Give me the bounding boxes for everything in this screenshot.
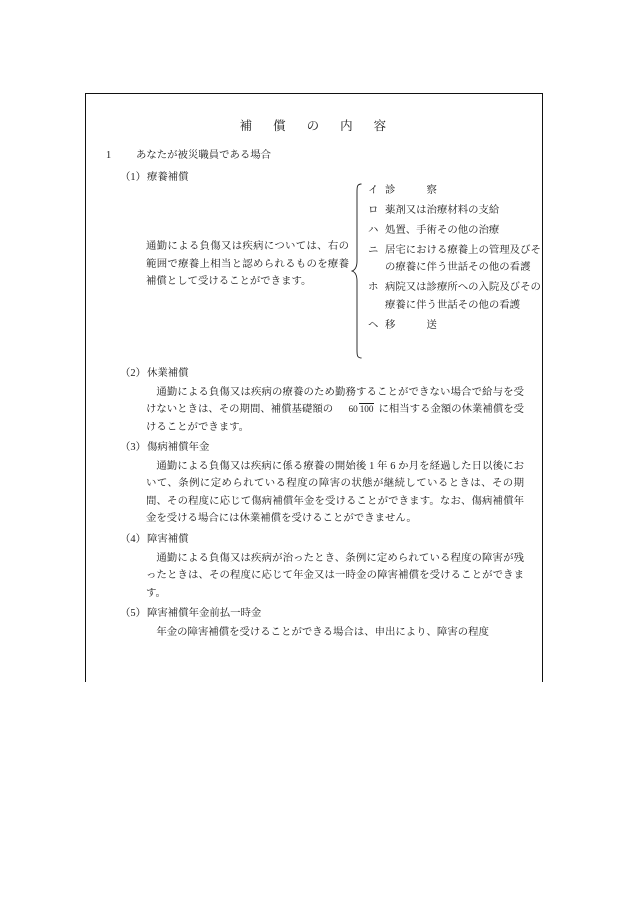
item-2-text-before: 通勤による負傷又は疾病の療養のため勤務することができない場合で給与を受けないときは、その期間、補償基礎額の bbox=[146, 386, 524, 416]
item-3-heading bbox=[106, 440, 524, 457]
list-marker: ヘ bbox=[368, 320, 379, 332]
list-text: 病院又は診療所への入院及びその療養に伴う世話その他の看護 bbox=[385, 282, 541, 312]
list-item bbox=[368, 279, 546, 315]
item-1-number: （1） bbox=[120, 171, 146, 183]
item-2-heading bbox=[106, 366, 524, 383]
document-body bbox=[106, 148, 541, 641]
list-marker: ハ bbox=[368, 224, 379, 236]
list-text: 居宅における療養上の管理及びその療養に伴う世話その他の看護 bbox=[385, 244, 541, 274]
item-4-paragraph: 通勤による負傷又は疾病が治ったとき、条例に定められている程度の障害が残ったときは、その程度に応じて年金又は一時金の障害補償を受けることができます。 bbox=[146, 552, 524, 599]
item-5-number: （5） bbox=[120, 608, 146, 620]
fraction-denominator: 100 bbox=[359, 403, 374, 414]
item-2-number: （2） bbox=[120, 367, 146, 379]
item-2-text-after: に相当する金額の休業補償を受けることができます。 bbox=[146, 404, 524, 433]
section-label: あなたが被災職員である場合 bbox=[136, 150, 272, 161]
list-item bbox=[368, 242, 546, 278]
curly-brace-icon bbox=[351, 183, 363, 359]
item-5-label: 障害補償年金前払一時金 bbox=[147, 608, 262, 620]
item-3-number: （3） bbox=[120, 442, 146, 454]
list-marker: ニ bbox=[368, 244, 379, 256]
list-text: 薬剤又は治療材料の支給 bbox=[385, 204, 500, 216]
list-marker: ロ bbox=[368, 204, 379, 216]
item-3-paragraph: 通勤による負傷又は疾病に係る療養の開始後 1 年 6 か月を経過した日以後において、条例に定められている程度の障害の状態が継続しているときは、その期間、その程度に応じて傷病補償年金を受けることができます。なお、傷病補償年金を受ける場合には休業補償を受けることができません。 bbox=[146, 460, 524, 525]
fraction-numerator: 60 bbox=[348, 403, 358, 414]
list-marker: ホ bbox=[368, 282, 379, 294]
item-1-paragraph: 通勤による負傷又は疾病については、右の範囲で療養上相当と認められるものを療養補償として受けることができます。 bbox=[146, 240, 349, 288]
item-2-paragraph bbox=[106, 384, 524, 436]
fraction-60-100 bbox=[337, 404, 374, 414]
item-1-block bbox=[106, 170, 541, 366]
page-title: 補 償 の 内 容 bbox=[239, 119, 391, 133]
item-5-paragraph: 年金の障害補償を受けることができる場合は、申出により、障害の程度 bbox=[156, 626, 489, 638]
item-1-label: 療養補償 bbox=[147, 171, 189, 183]
item-1-treatment-list bbox=[368, 182, 546, 337]
list-text: 診 察 bbox=[385, 184, 437, 196]
item-5-heading bbox=[106, 606, 524, 623]
item-4-heading bbox=[106, 532, 524, 549]
item-3-label: 傷病補償年金 bbox=[147, 442, 210, 454]
item-2-label: 休業補償 bbox=[147, 367, 189, 379]
list-item bbox=[368, 317, 546, 335]
list-marker: イ bbox=[368, 184, 379, 196]
list-text: 移 送 bbox=[385, 320, 437, 332]
list-item bbox=[368, 182, 546, 200]
section-number: 1 bbox=[106, 150, 112, 161]
item-4-label: 障害補償 bbox=[147, 533, 189, 545]
section-heading-1 bbox=[106, 148, 524, 165]
list-item bbox=[368, 202, 546, 220]
list-item bbox=[368, 222, 546, 240]
document-frame bbox=[85, 93, 543, 682]
item-4-number: （4） bbox=[120, 533, 146, 545]
list-text: 処置、手術その他の治療 bbox=[385, 224, 500, 236]
